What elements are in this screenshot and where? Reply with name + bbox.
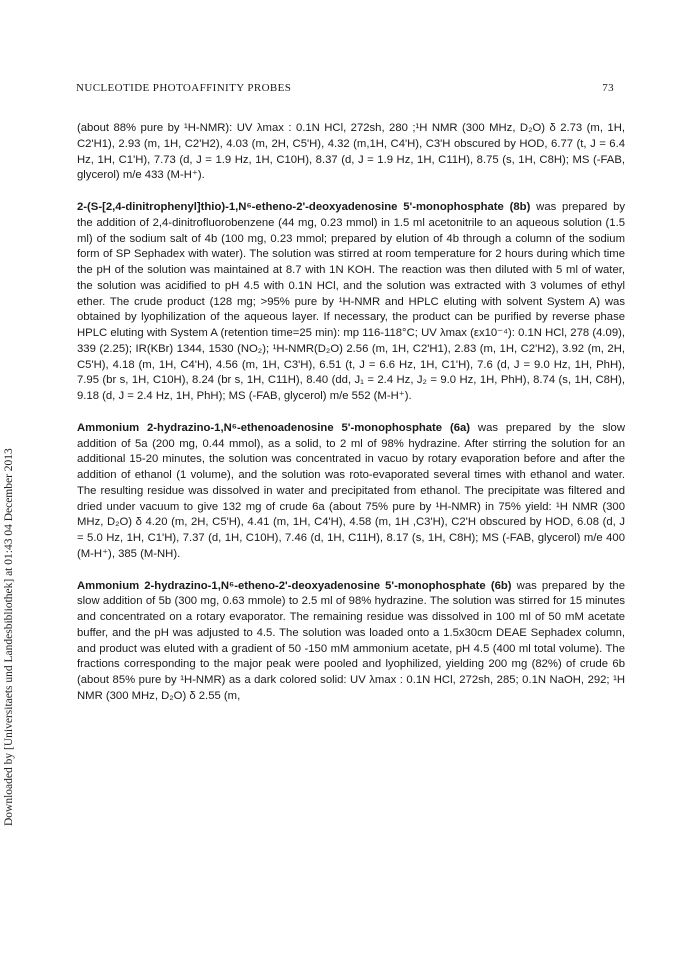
running-title: NUCLEOTIDE PHOTOAFFINITY PROBES (76, 82, 292, 94)
page-number: 73 (602, 82, 614, 94)
running-header (76, 82, 614, 94)
compound-heading: 2-(S-[2,4-dinitrophenyl]thio)-1,N⁶-etheno-2'-deoxyadenosine 5'-monophosphate (8b) (77, 201, 531, 213)
paragraph-8b (77, 200, 625, 405)
body-text (77, 121, 625, 721)
download-watermark: Downloaded by [Universitaets und Landesbibliothek] at 01:43 04 December 2013 (3, 448, 15, 826)
compound-heading: Ammonium 2-hydrazino-1,N⁶-ethenoadenosine 5'-monophosphate (6a) (77, 421, 471, 434)
paragraph-text: was prepared by the slow addition of 5b (300 mg, 0.63 mmole) to 2.5 ml of 98% hydrazine. The solution was stirred for 15 minutes and concentrated on a rotary evaporator. The remaining residue was dissolved in 100 ml of 50 mM acetate buffer, and the pH was adjusted to 4.5. The solution was loaded onto a 1.5x30cm DEAE Sephadex column, and product was eluted with a gradient of 50 -150 mM ammonium acetate, pH 4.5 (400 ml total volume). The fractions corresponding to the major peak were pooled and lyophilized, yielding 200 mg (82%) of crude 6b (about 85% pure by ¹H-NMR) as a dark colored solid: UV λmax : 0.1N HCl, 272sh, 285; 0.1N NaOH, 292; ¹H NMR (300 MHz, D₂O) δ 2.55 (m, (77, 579, 625, 702)
paragraph-6a-data (77, 121, 625, 184)
paragraph-6b (77, 579, 625, 705)
paragraph-text: (about 88% pure by ¹H-NMR): UV λmax : 0.1N HCl, 272sh, 280 ;¹H NMR (300 MHz, D₂O) δ 2.73 (m, 1H, C2'H1), 2.93 (m, 1H, C2'H2), 4.03 (m, 2H, C5'H), 4.32 (m,1H, C4'H), C3'H obscured by HOD, 6.77 (t, J = 6.4 Hz, 1H, C1'H), 7.73 (d, J = 1.9 Hz, 1H, C10H), 8.37 (d, J = 1.9 Hz, 1H, C11H), 8.75 (s, 1H, C8H); MS (-FAB, glycerol) m/e 433 (M-H⁺). (77, 122, 625, 182)
compound-heading: Ammonium 2-hydrazino-1,N⁶-etheno-2'-deoxyadenosine 5'-monophosphate (6b) (77, 579, 512, 592)
paragraph-6a (77, 421, 625, 563)
paragraph-text: was prepared by the addition of 2,4-dinitrofluorobenzene (44 mg, 0.23 mmol) in 1.5 ml acetonitrile to an aqueous solution (1.5 ml) of the sodium salt of 4b (100 mg, 0.23 mmol; prepared by elution of 4b through a column of the sodium form of SP Sephadex with water). The solution was stirred at room temperature for 2 hours during which time the pH of the solution was maintained at 8.7 with 1N KOH. The reaction was then diluted with 5 ml of water, the solution was acidified to pH 4.5 with 0.1N HCl, and the solution was extracted with 3 volumes of ethyl ether. The crude product (128 mg; >95% pure by ¹H-NMR and HPLC eluting with solvent System A) was obtained by lyophilization of the aqueous layer. If necessary, the product can be purified by reverse phase HPLC eluting with System A (retention time=25 min): mp 116-118°C; UV λmax (εx10⁻⁴): 0.1N HCl, 278 (4.09), 339 (2.25); IR(KBr) 1344, 1530 (NO₂); ¹H-NMR(D₂O) 2.56 (m, 1H, C2'H1), 2.83 (m, 1H, C2'H2), 3.92 (m, 2H, C5'H), 4.18 (m, 1H, C4'H), 4.56 (m, 1H, C3'H), 6.51 (t, J = 6.6 Hz, 1H, C1'H), 7.6 (d, J = 9.0 Hz, 1H, PhH), 7.95 (br s, 1H, C10H), 8.24 (br s, 1H, C11H), 8.40 (dd, J₁ = 2.4 Hz, J₂ = 9.0 Hz, 1H, PhH), 8.74 (s, 1H, C8H), 9.18 (d, J = 2.4 Hz, 1H, PhH); MS (-FAB, glycerol) m/e 552 (M-H⁺). (77, 201, 625, 402)
paragraph-text: was prepared by the slow addition of 5a (200 mg, 0.44 mmol), as a solid, to 2 ml of 98% hydrazine. After stirring the solution for an additional 15-20 minutes, the solution was concentrated in vacuo by rotary evaporation before and after the addition of ethanol (1 volume), and the solution was roto-evaporated several times with ethanol and water. The resulting residue was dissolved in water and precipitated from ethanol. The precipitate was filtered and dried under vacuum to give 132 mg of crude 6a (about 75% pure by ¹H-NMR) in 75% yield: ¹H NMR (300 MHz, D₂O) δ 4.20 (m, 2H, C5'H), 4.41 (m, 1H, C4'H), 4.58 (m, 1H ,C3'H), C2'H obscured by HOD, 6.08 (d, J = 5.0 Hz, 1H, C1'H), 7.37 (d, 1H, C10H), 7.46 (d, 1H, C11H), 8.17 (s, 1H, C8H); MS (-FAB, glycerol) m/e 400 (M-H⁺), 385 (M-NH). (77, 421, 625, 560)
